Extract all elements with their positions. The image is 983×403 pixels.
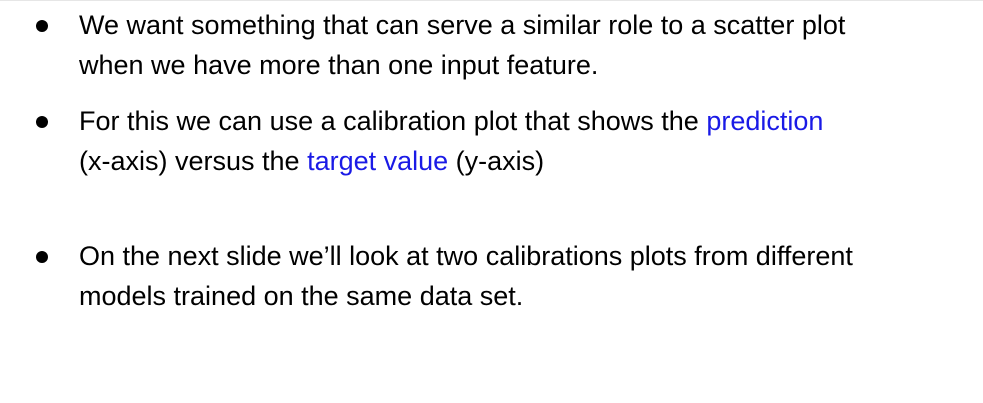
bullet-line (79, 101, 959, 141)
bullet-icon (36, 116, 48, 128)
bullet-line: models trained on the same data set. (79, 281, 524, 311)
highlight-target-value: target value (307, 146, 449, 176)
bullet-text (79, 101, 959, 181)
bullet-line: We want something that can serve a similar role to a scatter plot (79, 10, 846, 40)
bullet-line-text: For this we can use a calibration plot that shows the (79, 106, 707, 136)
bullet-line: when we have more than one input feature. (79, 50, 599, 80)
bullet-icon (36, 20, 48, 32)
bullet-line-text: (x-axis) versus the (79, 146, 308, 176)
bullet-text (79, 236, 959, 316)
bullet-line-text: (y-axis) (448, 146, 545, 176)
bullet-text (79, 5, 959, 85)
bullet-line: On the next slide we’ll look at two calibrations plots from different (79, 241, 853, 271)
bullet-icon (36, 251, 48, 263)
highlight-prediction: prediction (706, 106, 824, 136)
bullet-line (79, 141, 959, 181)
